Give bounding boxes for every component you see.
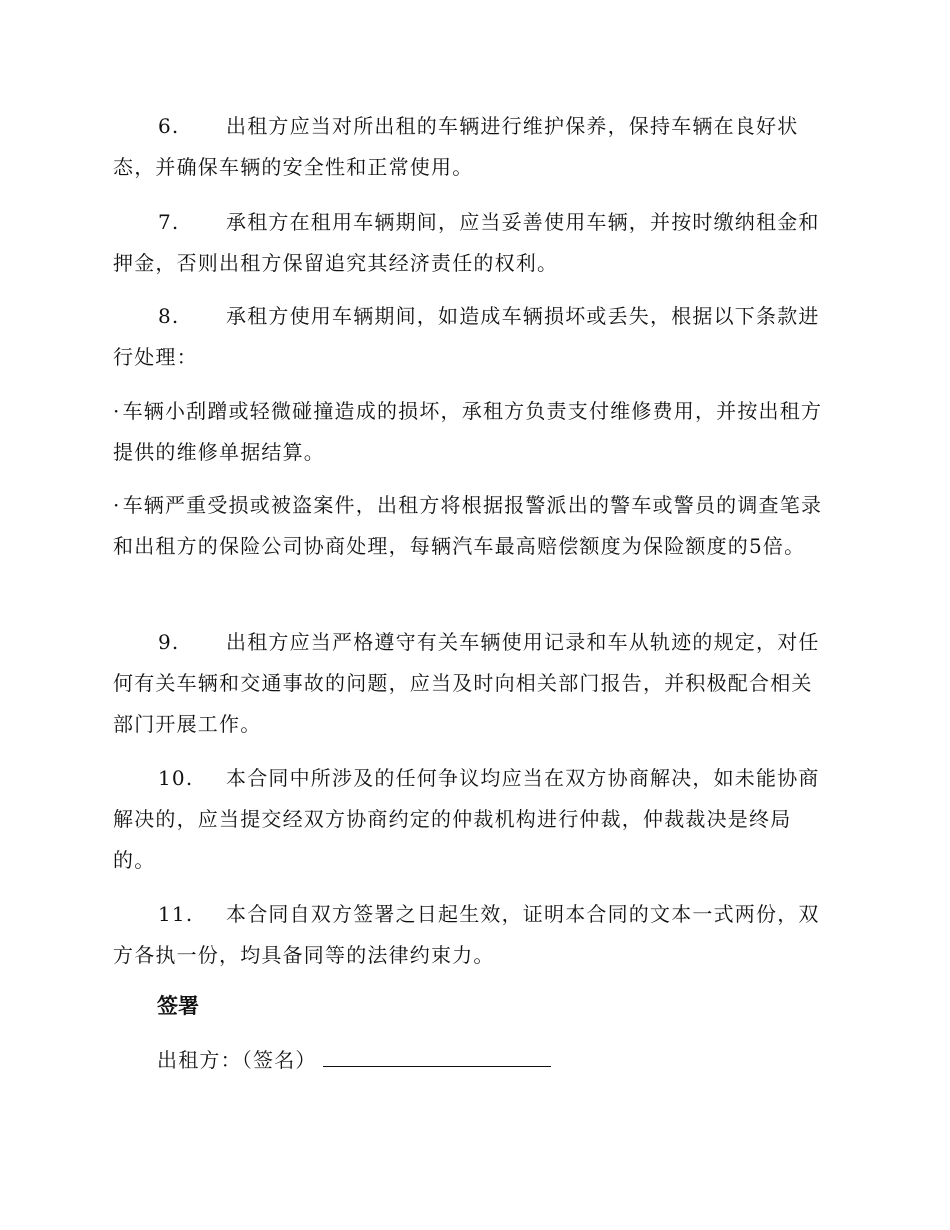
bullet-mark: ·: [113, 399, 121, 423]
clause-number: 9.: [158, 630, 180, 654]
lessor-signature-line: [157, 1040, 551, 1081]
clause-text: 本合同自双方签署之日起生效，证明本合同的文本一式两份，双方各执一份，均具备同等的法律约束力。: [113, 902, 820, 967]
clause-number: 6.: [158, 114, 180, 138]
bullet-item-1: [113, 391, 833, 473]
clause-text: 承租方在租用车辆期间，应当妥善使用车辆，并按时缴纳租金和押金，否则出租方保留追究其经济责任的权利。: [113, 210, 820, 275]
clause-10: [113, 758, 833, 881]
clause-number: 10.: [158, 766, 194, 790]
clause-text: 出租方应当严格遵守有关车辆使用记录和车从轨迹的规定，对任何有关车辆和交通事故的问题，应当及时向相关部门报告，并积极配合相关部门开展工作。: [113, 630, 820, 736]
signature-heading: 签署: [157, 994, 199, 1018]
clause-text: 承租方使用车辆期间，如造成车辆损坏或丢失，根据以下条款进行处理：: [113, 304, 820, 369]
bullet-item-2: [113, 485, 833, 567]
clause-7: [113, 202, 833, 284]
bullet-mark: ·: [113, 493, 121, 517]
clause-number: 8.: [158, 304, 180, 328]
bullet-text: 车辆小刮蹭或轻微碰撞造成的损坏，承租方负责支付维修费用，并按出租方提供的维修单据结算。: [113, 399, 823, 464]
clause-number: 7.: [158, 210, 180, 234]
lessor-signature-label: 出租方：（签名）: [157, 1048, 317, 1072]
clause-text: 本合同中所涉及的任何争议均应当在双方协商解决，如未能协商解决的，应当提交经双方协商约定的仲裁机构进行仲裁，仲裁裁决是终局的。: [113, 766, 820, 872]
bullet-text: 车辆严重受损或被盗案件，出租方将根据报警派出的警车或警员的调查笔录和出租方的保险公司协商处理，每辆汽车最高赔偿额度为保险额度的5倍。: [113, 493, 823, 558]
clause-text: 出租方应当对所出租的车辆进行维护保养，保持车辆在良好状态，并确保车辆的安全性和正常使用。: [113, 114, 799, 179]
clause-11: [113, 894, 833, 976]
clause-number: 11.: [158, 902, 194, 926]
lessor-signature-blank[interactable]: [323, 1065, 551, 1067]
clause-8: [113, 296, 833, 378]
clause-6: [113, 106, 833, 188]
clause-9: [113, 622, 833, 745]
